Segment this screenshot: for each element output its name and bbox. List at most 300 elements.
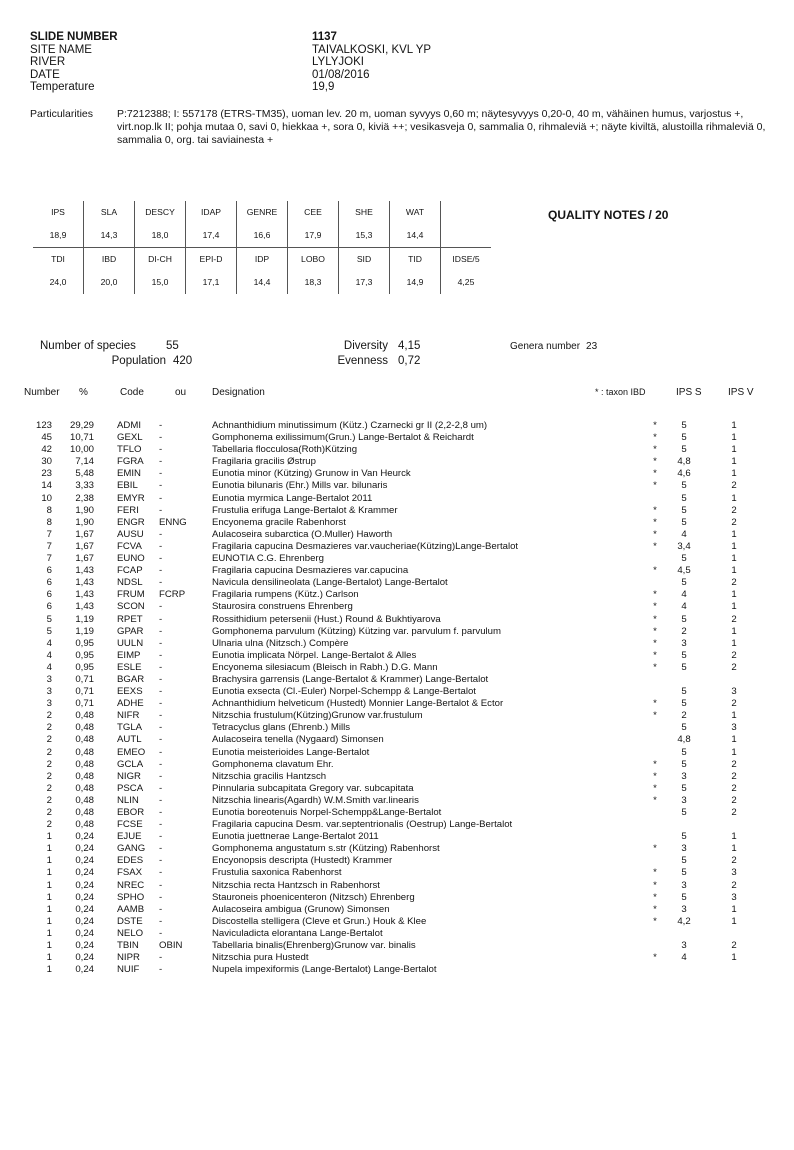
- taxon-percent: 1,90: [75, 516, 94, 528]
- taxon-code: AUTL: [117, 734, 142, 746]
- taxon-percent: 0,48: [75, 782, 94, 794]
- taxon-ou: -: [159, 843, 163, 855]
- species-label: Number of species: [40, 340, 136, 352]
- taxon-ips-v: 1: [731, 710, 737, 722]
- index-value: 17,1: [186, 270, 237, 294]
- taxon-ou: -: [159, 504, 163, 516]
- taxon-code: AUSU: [117, 528, 144, 540]
- index-value: [441, 223, 492, 248]
- taxon-percent: 0,24: [75, 927, 94, 939]
- taxon-ips-v: 1: [731, 952, 737, 964]
- index-value: 20,0: [84, 270, 135, 294]
- col-number: Number: [24, 387, 60, 398]
- taxon-row: [0, 456, 794, 468]
- taxon-row: [0, 626, 794, 638]
- date-label: DATE: [30, 68, 60, 81]
- taxon-ou: -: [159, 601, 163, 613]
- taxon-ibd-marker: *: [653, 516, 657, 528]
- taxon-percent: 0,48: [75, 794, 94, 806]
- taxon-count: 6: [46, 577, 52, 589]
- taxon-percent: 0,24: [75, 867, 94, 879]
- taxon-ou: -: [159, 444, 163, 456]
- taxon-designation: Tetracyclus glans (Ehrenb.) Mills: [212, 722, 351, 734]
- taxon-code: TFLO: [117, 444, 142, 456]
- taxon-designation: Frustulia saxonica Rabenhorst: [212, 867, 342, 879]
- taxon-ips-s: 5: [681, 516, 687, 528]
- taxon-percent: 0,24: [75, 879, 94, 891]
- taxon-designation: Nitzschia recta Hantzsch in Rabenhorst: [212, 879, 380, 891]
- index-value: 14,3: [84, 223, 135, 248]
- taxon-ips-s: 5: [681, 553, 687, 565]
- taxon-row: [0, 880, 794, 892]
- taxon-row: [0, 674, 794, 686]
- taxon-ips-v: 3: [731, 686, 737, 698]
- taxon-count: 1: [46, 940, 52, 952]
- taxon-row: [0, 614, 794, 626]
- taxon-designation: Gomphonema parvulum (Kützing) Kützing var. parvulum f. parvulum: [212, 625, 502, 637]
- taxon-code: EMYR: [117, 492, 145, 504]
- taxon-percent: 0,48: [75, 734, 94, 746]
- taxon-code: NREC: [117, 879, 145, 891]
- taxon-row: [0, 855, 794, 867]
- taxon-code: GANG: [117, 843, 146, 855]
- taxon-row: [0, 553, 794, 565]
- taxon-percent: 0,24: [75, 843, 94, 855]
- taxon-code: BGAR: [117, 673, 145, 685]
- particularities-text: P:7212388; I: 557178 (ETRS-TM35), uoman lev. 20 m, uoman syvyys 0,60 m; näytesyvyys 0,20-0, 40 m, vähäinen humus, varjostus +, virt.nop.lk II; pohja mutaa 0, savi 0, hiekkaa +, sora 0, kiviä ++; vesikasveja 0, sammalia 0, rihmaleviä +; näyte kiviltä, alustoilla rihmaleviä 0, sammalia 0, org. tai saviainesta +: [117, 108, 766, 146]
- index-label: DI-CH: [135, 248, 186, 271]
- taxon-ou: FCRP: [159, 589, 186, 601]
- taxon-designation: EUNOTIA C.G. Ehrenberg: [212, 553, 324, 565]
- taxon-designation: Nupela impexiformis (Lange-Bertalot) Lange-Bertalot: [212, 964, 437, 976]
- taxon-designation: Discostella stelligera (Cleve et Grun.) Houk & Klee: [212, 915, 427, 927]
- taxon-count: 2: [46, 746, 52, 758]
- taxon-ips-s: 4,8: [677, 734, 691, 746]
- taxon-count: 1: [46, 831, 52, 843]
- taxon-count: 3: [46, 686, 52, 698]
- taxon-ips-s: 5: [681, 661, 687, 673]
- taxon-code: AAMB: [117, 903, 145, 915]
- index-label: [441, 201, 492, 223]
- taxon-ips-v: 1: [731, 915, 737, 927]
- index-value: 24,0: [49, 277, 67, 287]
- taxon-code: GEXL: [117, 432, 143, 444]
- taxon-percent: 0,24: [75, 952, 94, 964]
- taxon-ou: -: [159, 565, 163, 577]
- taxon-ips-v: 1: [731, 553, 737, 565]
- taxon-ou: -: [159, 903, 163, 915]
- taxon-ips-s: 4,8: [677, 456, 691, 468]
- taxon-row: [0, 940, 794, 952]
- taxon-ou: -: [159, 782, 163, 794]
- taxon-ips-s: 4: [681, 589, 687, 601]
- index-label: IPS: [51, 207, 65, 217]
- taxon-ibd-marker: *: [653, 637, 657, 649]
- taxon-code: PSCA: [117, 782, 144, 794]
- taxon-count: 2: [46, 734, 52, 746]
- taxon-ibd-marker: *: [653, 782, 657, 794]
- taxon-ips-s: 5: [681, 831, 687, 843]
- taxon-ips-v: 1: [731, 540, 737, 552]
- taxon-count: 10: [41, 492, 52, 504]
- taxon-percent: 0,24: [75, 964, 94, 976]
- taxon-ips-v: 1: [731, 625, 737, 637]
- taxon-count: 1: [46, 855, 52, 867]
- taxon-designation: Fragilaria rumpens (Kütz.) Carlson: [212, 589, 359, 601]
- taxon-count: 1: [46, 964, 52, 976]
- taxon-ips-v: 1: [731, 831, 737, 843]
- col-ips-v: IPS V: [728, 387, 754, 398]
- taxon-code: FCSE: [117, 819, 143, 831]
- taxon-ibd-marker: *: [653, 540, 657, 552]
- taxon-ips-v: 3: [731, 891, 737, 903]
- taxon-count: 7: [46, 528, 52, 540]
- river-label: RIVER: [30, 56, 66, 69]
- taxon-percent: 1,67: [75, 528, 94, 540]
- taxon-ips-v: 1: [731, 843, 737, 855]
- taxon-code: ESLE: [117, 661, 142, 673]
- index-label: IDSE/5: [441, 248, 492, 271]
- taxon-row: [0, 867, 794, 879]
- taxon-row: [0, 807, 794, 819]
- taxon-percent: 0,48: [75, 807, 94, 818]
- taxon-designation: Aulacoseira ambigua (Grunow) Simonsen: [212, 903, 390, 915]
- taxon-count: 23: [41, 468, 52, 480]
- taxon-count: 8: [46, 516, 52, 528]
- taxon-ou: -: [159, 758, 163, 770]
- taxon-row: [0, 916, 794, 928]
- population-label: Population: [111, 355, 166, 367]
- taxon-row: [0, 747, 794, 759]
- taxon-code: EMIN: [117, 468, 141, 480]
- taxon-count: 1: [46, 952, 52, 964]
- index-label: IBD: [84, 248, 135, 271]
- taxon-ou: -: [159, 492, 163, 504]
- taxon-percent: 0,48: [75, 710, 94, 722]
- taxon-ou: -: [159, 540, 163, 552]
- taxon-ou: -: [159, 420, 163, 431]
- taxon-ou: -: [159, 807, 163, 818]
- taxon-ibd-marker: *: [653, 432, 657, 444]
- taxon-ibd-marker: *: [653, 601, 657, 613]
- taxon-ou: -: [159, 722, 163, 734]
- taxon-row: [0, 493, 794, 505]
- taxon-ou: -: [159, 964, 163, 976]
- taxon-code: FSAX: [117, 867, 143, 879]
- taxon-percent: 0,95: [75, 649, 94, 661]
- taxon-ips-s: 3: [681, 903, 687, 915]
- taxon-code: FCAP: [117, 565, 143, 577]
- index-label: TID: [390, 248, 441, 271]
- taxon-ou: -: [159, 952, 163, 964]
- taxon-ips-v: 1: [731, 432, 737, 444]
- taxon-ips-v: 1: [731, 589, 737, 601]
- taxon-row: [0, 710, 794, 722]
- taxon-ou: -: [159, 649, 163, 661]
- taxon-ips-v: 2: [731, 855, 737, 867]
- taxon-ibd-marker: *: [653, 649, 657, 661]
- taxon-ips-s: 3: [681, 770, 687, 782]
- taxon-designation: Gomphonema angustatum s.str (Kützing) Rabenhorst: [212, 843, 440, 855]
- taxon-count: 2: [46, 770, 52, 782]
- index-value: 18,9: [33, 223, 84, 248]
- index-label: WAT: [390, 201, 441, 223]
- taxon-code: FERI: [117, 504, 139, 516]
- taxon-count: 7: [46, 553, 52, 565]
- temperature-label: Temperature: [30, 81, 95, 94]
- diversity-stats: [300, 339, 420, 369]
- taxon-ou: -: [159, 673, 163, 685]
- taxon-count: 2: [46, 794, 52, 806]
- taxon-code: GCLA: [117, 758, 144, 770]
- taxon-ips-s: 4,6: [677, 468, 691, 480]
- taxon-count: 1: [46, 891, 52, 903]
- taxon-ips-s: 5: [681, 492, 687, 504]
- taxon-ibd-marker: *: [653, 758, 657, 770]
- taxon-count: 123: [35, 420, 52, 431]
- taxon-code: NELO: [117, 927, 144, 939]
- taxon-ou: -: [159, 661, 163, 673]
- genera-label: Genera number: [510, 341, 581, 352]
- taxon-ou: ENNG: [159, 516, 187, 528]
- taxon-ibd-marker: *: [653, 444, 657, 456]
- taxon-designation: Pinnularia subcapitata Gregory var. subcapitata: [212, 782, 414, 794]
- taxon-ibd-marker: *: [653, 770, 657, 782]
- taxon-ibd-marker: *: [653, 480, 657, 492]
- taxon-percent: 3,33: [75, 480, 94, 492]
- taxon-count: 5: [46, 613, 52, 625]
- genera-stats: [510, 339, 597, 354]
- col-ips-s: IPS S: [676, 387, 702, 398]
- taxon-ou: -: [159, 613, 163, 625]
- taxon-designation: Tabellaria flocculosa(Roth)Kützing: [212, 444, 358, 456]
- taxon-row: [0, 517, 794, 529]
- taxon-count: 2: [46, 807, 52, 818]
- taxon-ou: -: [159, 915, 163, 927]
- taxon-percent: 0,24: [75, 831, 94, 843]
- taxon-code: SPHO: [117, 891, 145, 903]
- taxon-ips-v: 1: [731, 444, 737, 456]
- taxon-ibd-marker: *: [653, 794, 657, 806]
- taxon-code: NUIF: [117, 964, 140, 976]
- taxon-ou: -: [159, 879, 163, 891]
- taxon-designation: Nitzschia linearis(Agardh) W.M.Smith var.linearis: [212, 794, 419, 806]
- taxon-code: EBOR: [117, 807, 145, 818]
- taxon-ou: -: [159, 637, 163, 649]
- taxon-code: ENGR: [117, 516, 145, 528]
- taxon-designation: Aulacoseira tenella (Nygaard) Simonsen: [212, 734, 384, 746]
- taxon-ou: -: [159, 577, 163, 589]
- taxon-row: [0, 759, 794, 771]
- taxon-row: [0, 698, 794, 710]
- river: LYLYJOKI: [312, 56, 364, 69]
- taxon-ips-v: 1: [731, 492, 737, 504]
- taxon-designation: Achnanthidium helveticum (Hustedt) Monnier Lange-Bertalot & Ector: [212, 698, 504, 710]
- taxon-code: EUNO: [117, 553, 145, 565]
- taxon-ips-s: 5: [681, 722, 687, 734]
- temperature: 19,9: [312, 81, 335, 94]
- taxon-designation: Gomphonema clavatum Ehr.: [212, 758, 334, 770]
- taxon-code: EMEO: [117, 746, 146, 758]
- taxon-count: 1: [46, 927, 52, 939]
- taxon-code: TGLA: [117, 722, 143, 734]
- taxon-designation: Fragilaria capucina Desmazieres var.capucina: [212, 565, 409, 577]
- slide-number-label: SLIDE NUMBER: [30, 31, 118, 43]
- taxon-code: GPAR: [117, 625, 144, 637]
- taxon-ou: -: [159, 480, 163, 492]
- index-value: 16,6: [237, 223, 288, 248]
- taxon-ou: -: [159, 553, 163, 565]
- taxon-row: [0, 928, 794, 940]
- taxon-ips-s: 5: [681, 444, 687, 456]
- taxon-code: FCVA: [117, 540, 142, 552]
- taxon-code: ADHE: [117, 698, 144, 710]
- taxon-ips-s: 5: [681, 480, 687, 492]
- taxon-code: TBIN: [117, 940, 139, 952]
- taxon-ips-s: 2: [681, 625, 687, 637]
- taxon-ips-v: 3: [731, 867, 737, 879]
- taxon-ips-v: 1: [731, 903, 737, 915]
- taxon-ips-v: 3: [731, 722, 737, 734]
- taxon-code: EIMP: [117, 649, 141, 661]
- taxon-ips-v: 1: [731, 637, 737, 649]
- taxon-percent: 0,95: [75, 637, 94, 649]
- taxon-count: 2: [46, 710, 52, 722]
- taxon-percent: 0,95: [75, 661, 94, 673]
- indices-row1-values: [33, 223, 491, 248]
- taxon-ips-v: 2: [731, 661, 737, 673]
- taxon-ibd-marker: *: [653, 589, 657, 601]
- taxon-count: 6: [46, 589, 52, 601]
- taxon-ips-s: 5: [681, 867, 687, 879]
- taxon-designation: Eunotia meisterioides Lange-Bertalot: [212, 746, 370, 758]
- taxon-ibd-marker: *: [653, 613, 657, 625]
- taxa-list-header: [0, 387, 794, 401]
- taxon-percent: 1,43: [75, 589, 94, 601]
- taxon-ips-s: 3: [681, 940, 687, 952]
- taxon-row: [0, 892, 794, 904]
- taxon-ips-s: 5: [681, 613, 687, 625]
- taxon-count: 2: [46, 758, 52, 770]
- taxon-percent: 1,19: [75, 613, 94, 625]
- taxon-ips-s: 5: [681, 649, 687, 661]
- quality-notes-title: QUALITY NOTES / 20: [548, 208, 669, 222]
- taxon-designation: Staurosira construens Ehrenberg: [212, 601, 353, 613]
- taxon-designation: Aulacoseira subarctica (O.Muller) Haworth: [212, 528, 393, 540]
- taxon-percent: 0,48: [75, 722, 94, 734]
- taxon-ips-v: 2: [731, 516, 737, 528]
- taxon-designation: Achnanthidium minutissimum (Kütz.) Czarnecki gr II (2,2-2,8 um): [212, 420, 488, 431]
- col-code: Code: [120, 387, 144, 398]
- taxon-ips-v: 2: [731, 698, 737, 710]
- taxon-designation: Gomphonema exilissimum(Grun.) Lange-Bertalot & Reichardt: [212, 432, 474, 444]
- taxon-percent: 0,24: [75, 915, 94, 927]
- taxon-count: 2: [46, 819, 52, 831]
- index-label: IDP: [237, 248, 288, 271]
- taxon-ips-s: 2: [681, 710, 687, 722]
- taxon-ips-s: 5: [681, 807, 687, 818]
- taxon-ibd-marker: *: [653, 698, 657, 710]
- taxon-ips-v: 2: [731, 613, 737, 625]
- index-value: 18,3: [288, 270, 339, 294]
- taxon-row: [0, 964, 794, 976]
- taxon-percent: 0,48: [75, 819, 94, 831]
- index-label: CEE: [288, 201, 339, 223]
- taxon-percent: 7,14: [75, 456, 94, 468]
- taxon-designation: Fragilaria capucina Desm. var.septentrionalis (Oestrup) Lange-Bertalot: [212, 819, 513, 831]
- index-value: 4,25: [441, 270, 492, 294]
- taxon-row: [0, 904, 794, 916]
- taxon-code: EDES: [117, 855, 144, 867]
- indices-row2-values: [33, 270, 491, 294]
- index-value: 15,0: [135, 270, 186, 294]
- taxon-ibd-marker: *: [653, 952, 657, 964]
- taxon-designation: Ulnaria ulna (Nitzsch.) Compère: [212, 637, 349, 649]
- taxon-percent: 0,48: [75, 770, 94, 782]
- taxon-percent: 0,24: [75, 855, 94, 867]
- taxon-ips-v: 1: [731, 746, 737, 758]
- taxon-ibd-marker: *: [653, 420, 657, 431]
- taxon-ips-v: 1: [731, 601, 737, 613]
- index-value: 17,3: [339, 270, 390, 294]
- taxon-ips-v: 1: [731, 528, 737, 540]
- taxon-ips-s: 4: [681, 952, 687, 964]
- taxon-count: 1: [46, 867, 52, 879]
- taxon-ips-v: 2: [731, 504, 737, 516]
- taxon-row: [0, 480, 794, 492]
- taxon-ibd-marker: *: [653, 843, 657, 855]
- site-name-label: SITE NAME: [30, 43, 92, 56]
- taxon-code: NDSL: [117, 577, 143, 589]
- diversity-label: Diversity: [343, 340, 388, 352]
- taxon-designation: Nitzschia frustulum(Kützing)Grunow var.frustulum: [212, 710, 423, 722]
- col-percent: %: [79, 387, 88, 398]
- taxon-ou: -: [159, 770, 163, 782]
- index-label: SHE: [339, 201, 390, 223]
- date: 01/08/2016: [312, 68, 370, 81]
- taxon-ips-v: 1: [731, 734, 737, 746]
- taxon-ips-s: 4,2: [677, 915, 691, 927]
- evenness-label: Evenness: [337, 355, 388, 367]
- taxon-ips-v: 2: [731, 794, 737, 806]
- taxon-ou: -: [159, 831, 163, 843]
- taxon-ips-s: 5: [681, 504, 687, 516]
- taxon-ips-v: 2: [731, 807, 737, 818]
- taxon-ou: -: [159, 855, 163, 867]
- taxon-code: DSTE: [117, 915, 143, 927]
- taxon-ou: -: [159, 528, 163, 540]
- taxon-percent: 5,48: [75, 468, 94, 480]
- taxon-designation: Nitzschia gracilis Hantzsch: [212, 770, 327, 782]
- taxon-row: [0, 565, 794, 577]
- taxon-ips-s: 5: [681, 782, 687, 794]
- taxon-count: 6: [46, 565, 52, 577]
- index-value: 17,4: [186, 223, 237, 248]
- taxon-ou: -: [159, 432, 163, 444]
- taxon-row: [0, 468, 794, 480]
- taxon-percent: 2,38: [75, 492, 94, 504]
- col-designation: Designation: [212, 387, 265, 398]
- taxon-designation: Encyonopsis descripta (Hustedt) Krammer: [212, 855, 393, 867]
- taxon-ips-v: 2: [731, 782, 737, 794]
- taxon-ibd-marker: *: [653, 915, 657, 927]
- taxon-ips-v: 2: [731, 770, 737, 782]
- taxon-row: [0, 541, 794, 553]
- index-value: 17,9: [288, 223, 339, 248]
- index-label: IDAP: [186, 201, 237, 223]
- taxon-designation: Fragilaria gracilis Østrup: [212, 456, 316, 468]
- taxon-ips-v: 1: [731, 456, 737, 468]
